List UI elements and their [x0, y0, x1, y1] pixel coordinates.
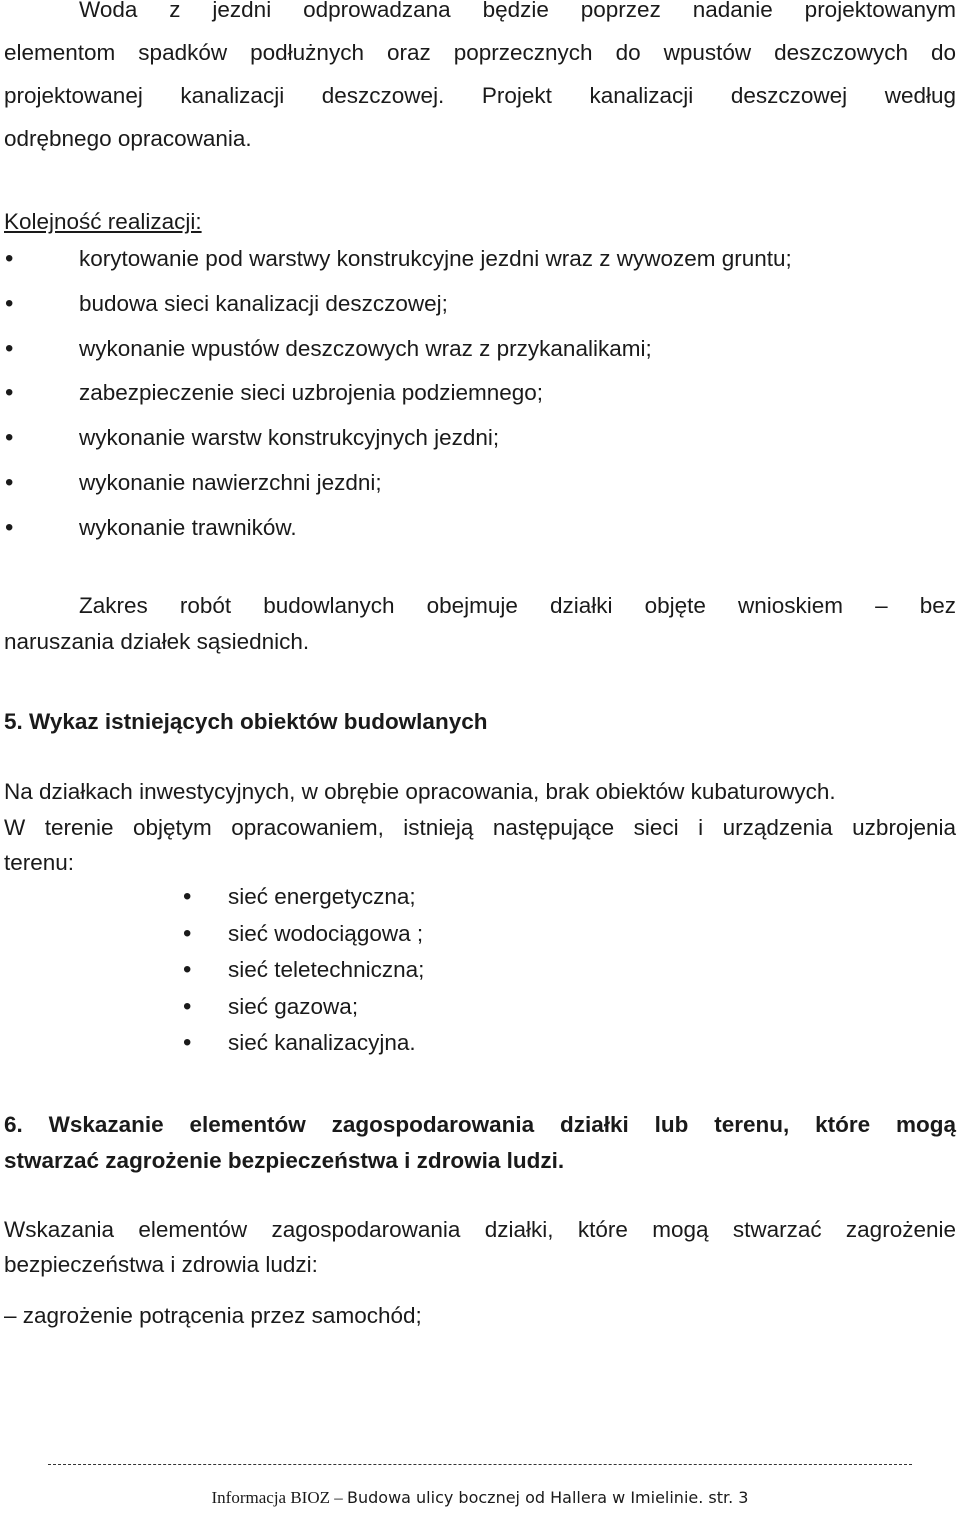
intro-paragraph — [4, 0, 956, 160]
section6-heading-line-1: 6. Wskazanie elementów zagospodarowania działki lub terenu, które mogą — [4, 1112, 956, 1137]
bullet-icon: • — [183, 992, 192, 1020]
list-item: • wykonanie warstw konstrukcyjnych jezdni; — [0, 416, 792, 461]
list-item: • budowa sieci kanalizacji deszczowej; — [0, 282, 792, 327]
section6-line-1: Wskazania elementów zagospodarowania działki, które mogą stwarzać zagrożenie — [4, 1217, 956, 1242]
bullet-icon: • — [183, 1029, 192, 1057]
bullet-icon: • — [183, 883, 192, 910]
list-item: • sieć energetyczna; — [0, 879, 424, 916]
page-footer — [0, 1487, 960, 1509]
scope-line-1: Zakres robót budowlanych obejmuje działki objęte wnioskiem – bez — [79, 593, 956, 618]
section5-heading: 5. Wykaz istniejących obiektów budowlanych — [4, 709, 488, 734]
section5-line-2: W terenie objętym opracowaniem, istnieją następujące sieci i urządzenia uzbrojenia — [4, 814, 956, 840]
footer-title: Budowa ulicy bocznej od Hallera w Imielinie. str. 3 — [347, 1488, 749, 1507]
list-item: • wykonanie trawników. — [0, 506, 792, 551]
bullet-icon: • — [5, 334, 14, 362]
intro-line-4: odrębnego opracowania. — [4, 126, 252, 151]
bullet-icon: • — [5, 379, 14, 407]
sequence-heading: Kolejność realizacji: — [4, 209, 202, 234]
section5-line-1: Na działkach inwestycyjnych, w obrębie opracowania, brak obiektów kubaturowych. — [4, 779, 836, 804]
footer-prefix: Informacja BIOZ – — [211, 1488, 347, 1507]
list-item: • korytowanie pod warstwy konstrukcyjne jezdni wraz z wywozem gruntu; — [0, 237, 792, 282]
list-item: • zabezpieczenie sieci uzbrojenia podziemnego; — [0, 371, 792, 416]
section6-line-2: bezpieczeństwa i zdrowia ludzi: — [4, 1252, 318, 1277]
sequence-list — [0, 237, 792, 551]
intro-line-2: elementom spadków podłużnych oraz poprzecznych do wpustów deszczowych do — [4, 40, 956, 65]
section5-paragraph — [4, 774, 956, 881]
bullet-icon: • — [5, 289, 14, 317]
list-item: • sieć teletechniczna; — [0, 952, 424, 989]
footer-divider — [48, 1464, 912, 1465]
list-item: • wykonanie nawierzchni jezdni; — [0, 461, 792, 506]
list-item: • sieć gazowa; — [0, 989, 424, 1026]
list-item: • wykonanie wpustów deszczowych wraz z przykanalikami; — [0, 327, 792, 372]
section6-heading — [4, 1107, 956, 1179]
section6-heading-line-2: stwarzać zagrożenie bezpieczeństwa i zdrowia ludzi. — [4, 1148, 565, 1173]
section5-line-3: terenu: — [4, 850, 75, 875]
scope-line-2: naruszania działek sąsiednich. — [4, 629, 310, 654]
hazard-item — [4, 1298, 956, 1333]
list-item: • sieć kanalizacyjna. — [0, 1025, 424, 1062]
hazard-line: – zagrożenie potrącenia przez samochód; — [4, 1303, 422, 1328]
intro-line-3: projektowanej kanalizacji deszczowej. Projekt kanalizacji deszczowej według — [4, 83, 956, 108]
intro-line-1: Woda z jezdni odprowadzana będzie poprzez nadanie projektowanym — [79, 0, 956, 22]
scope-paragraph — [4, 588, 956, 660]
utilities-list — [0, 879, 424, 1062]
bullet-icon: • — [5, 424, 14, 452]
bullet-icon: • — [183, 919, 192, 947]
bullet-icon: • — [183, 956, 192, 984]
section6-paragraph — [4, 1212, 956, 1282]
bullet-icon: • — [5, 468, 14, 496]
bullet-icon: • — [5, 245, 14, 272]
bullet-icon: • — [5, 513, 14, 541]
list-item: • sieć wodociągowa ; — [0, 916, 424, 953]
